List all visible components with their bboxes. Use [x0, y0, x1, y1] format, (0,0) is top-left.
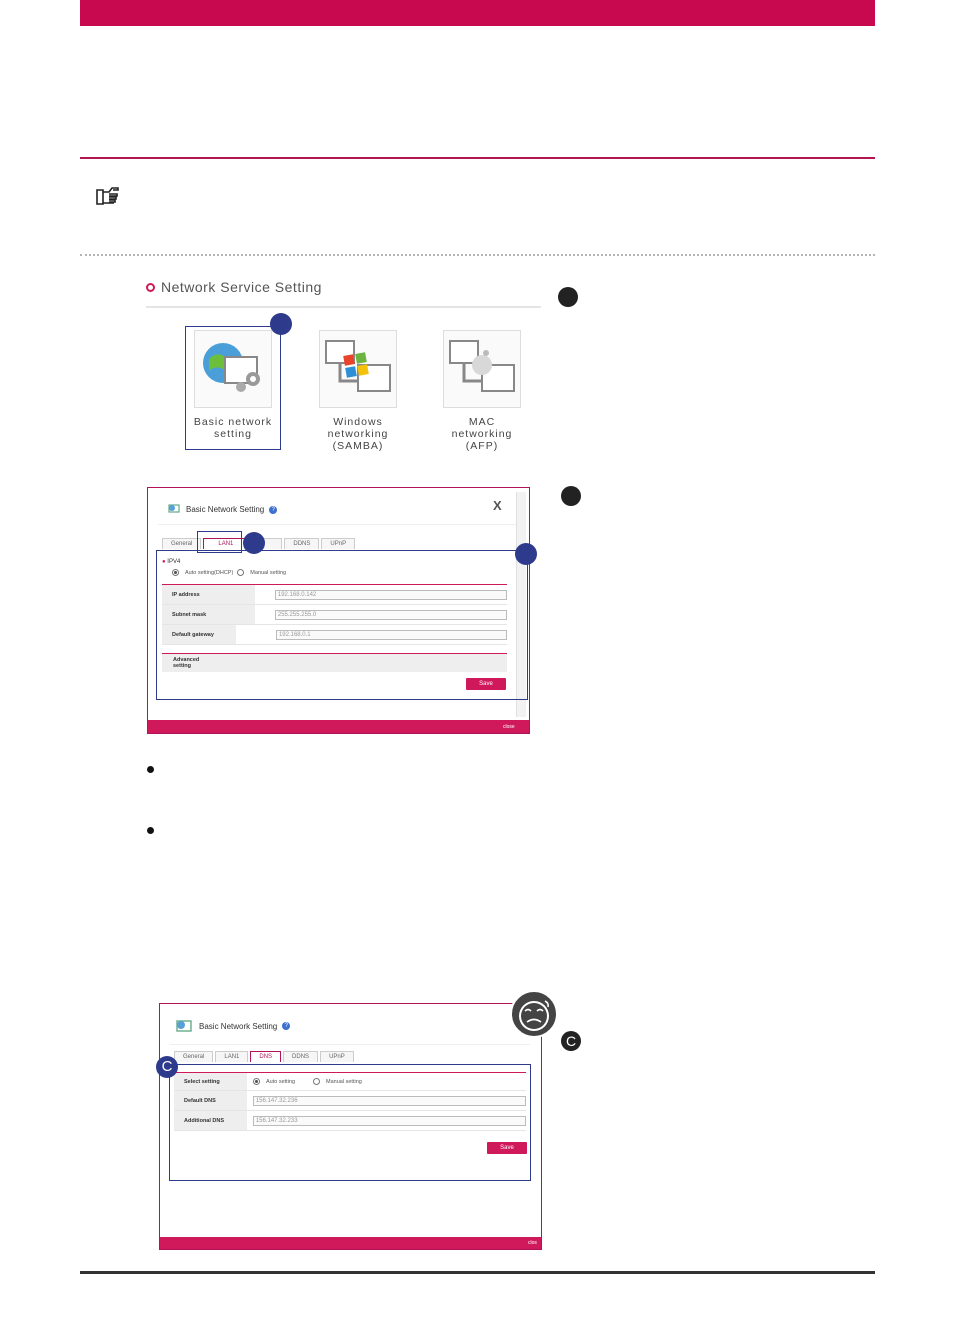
default-dns-input[interactable]: 156.147.32.236 — [253, 1096, 526, 1106]
tab-dns[interactable]: DNS — [250, 1051, 281, 1062]
help-icon[interactable]: ? — [282, 1022, 290, 1030]
table-row — [162, 585, 507, 605]
dialog-footer — [160, 1237, 541, 1249]
tab-lan1[interactable]: LAN1 — [203, 538, 248, 549]
ipv4-label: IPV4 — [167, 559, 181, 565]
step-marker-2 — [561, 486, 581, 506]
globe-monitor-gear-icon — [195, 331, 271, 407]
row-label: Default gateway — [162, 625, 236, 644]
tab-general[interactable]: General — [162, 538, 201, 549]
dns-table — [174, 1073, 526, 1131]
additional-dns-input[interactable]: 156.147.32.233 — [253, 1116, 526, 1126]
bullet-point — [147, 766, 154, 773]
advanced-setting-label: Advanced setting — [173, 657, 200, 669]
dialog-title-text: Basic Network Setting — [186, 505, 265, 514]
windows-monitor-icon — [320, 331, 396, 407]
basic-network-dialog-lan — [147, 487, 530, 734]
tab-upnp[interactable]: UPnP — [321, 538, 355, 549]
basic-network-label: Basic network setting — [193, 416, 273, 440]
bullet-point — [147, 827, 154, 834]
footer-close-link[interactable]: clos — [528, 1240, 537, 1246]
network-service-heading — [146, 279, 322, 295]
mac-networking-label: MAC networking (AFP) — [451, 416, 513, 452]
bottom-rule — [80, 1271, 875, 1274]
row-label: IP address — [162, 585, 255, 604]
radio-auto-label: Auto setting — [266, 1078, 296, 1085]
tab-ddns[interactable]: DDNS — [284, 538, 319, 549]
ip-table — [162, 585, 507, 645]
heading-rule — [146, 306, 541, 308]
dialog-footer — [148, 720, 529, 733]
apple-monitor-icon — [444, 331, 520, 407]
tab-ddns[interactable]: DDNS — [283, 1051, 318, 1062]
radio-auto-label: Auto setting(DHCP) — [185, 569, 234, 576]
callout-marker — [270, 313, 292, 335]
top-brand-bar — [80, 0, 875, 26]
network-service-title: Network Service Setting — [161, 279, 322, 295]
save-button[interactable]: Save — [487, 1142, 527, 1154]
close-icon[interactable]: X — [493, 498, 502, 513]
dialog-title-text: Basic Network Setting — [199, 1021, 278, 1031]
dialog-tabs — [174, 1051, 356, 1062]
callout-marker — [515, 543, 537, 565]
row-label: Select setting — [174, 1073, 247, 1090]
network-setting-icon — [168, 504, 181, 515]
row-label: Additional DNS — [174, 1111, 247, 1130]
basic-network-dialog-dns — [159, 1003, 542, 1250]
step-marker-1 — [558, 287, 578, 307]
dns-mode-radios — [253, 1078, 362, 1085]
ipv4-section: ● IPV4 — [162, 559, 181, 565]
dialog-title — [168, 504, 277, 515]
pointing-hand-icon — [94, 182, 120, 208]
ip-mode-radios — [172, 569, 286, 576]
table-row — [174, 1111, 526, 1131]
radio-auto[interactable] — [172, 569, 179, 576]
table-row — [174, 1091, 526, 1111]
basic-network-tile[interactable] — [194, 330, 272, 408]
section-divider — [80, 157, 875, 159]
default-gateway-input[interactable]: 192.168.0.1 — [276, 630, 507, 640]
table-row — [162, 625, 507, 645]
row-label: Subnet mask — [162, 605, 255, 624]
worried-face-icon — [509, 989, 559, 1039]
tab-upnp[interactable]: UPnP — [320, 1051, 354, 1062]
callout-marker-c: C — [156, 1056, 178, 1078]
radio-manual[interactable] — [237, 569, 244, 576]
radio-manual-label: Manual setting — [326, 1078, 362, 1085]
title-rule — [170, 1044, 530, 1045]
footer-close-link[interactable]: close — [503, 724, 515, 730]
windows-networking-label: Windows networking (SAMBA) — [327, 416, 389, 452]
mac-networking-tile[interactable] — [443, 330, 521, 408]
advanced-setting-toggle[interactable] — [162, 654, 507, 672]
help-icon[interactable]: ? — [269, 506, 277, 514]
row-label: Default DNS — [174, 1091, 247, 1110]
tab-general[interactable]: General — [174, 1051, 213, 1062]
table-row — [162, 605, 507, 625]
radio-manual-label: Manual setting — [250, 569, 287, 576]
title-rule — [158, 524, 516, 525]
table-row — [174, 1073, 526, 1091]
dialog-title — [174, 1018, 290, 1034]
radio-manual[interactable] — [313, 1078, 320, 1085]
radio-auto[interactable] — [253, 1078, 260, 1085]
subnet-mask-input[interactable]: 255.255.255.0 — [275, 610, 507, 620]
step-marker-c: C — [561, 1031, 581, 1051]
network-setting-icon — [174, 1018, 194, 1034]
dotted-divider — [80, 254, 875, 256]
tab-lan1[interactable]: LAN1 — [215, 1051, 248, 1062]
bullet-ring-icon — [146, 283, 155, 292]
windows-networking-tile[interactable] — [319, 330, 397, 408]
save-button[interactable]: Save — [466, 678, 506, 690]
ip-address-input[interactable]: 192.168.0.142 — [275, 590, 507, 600]
